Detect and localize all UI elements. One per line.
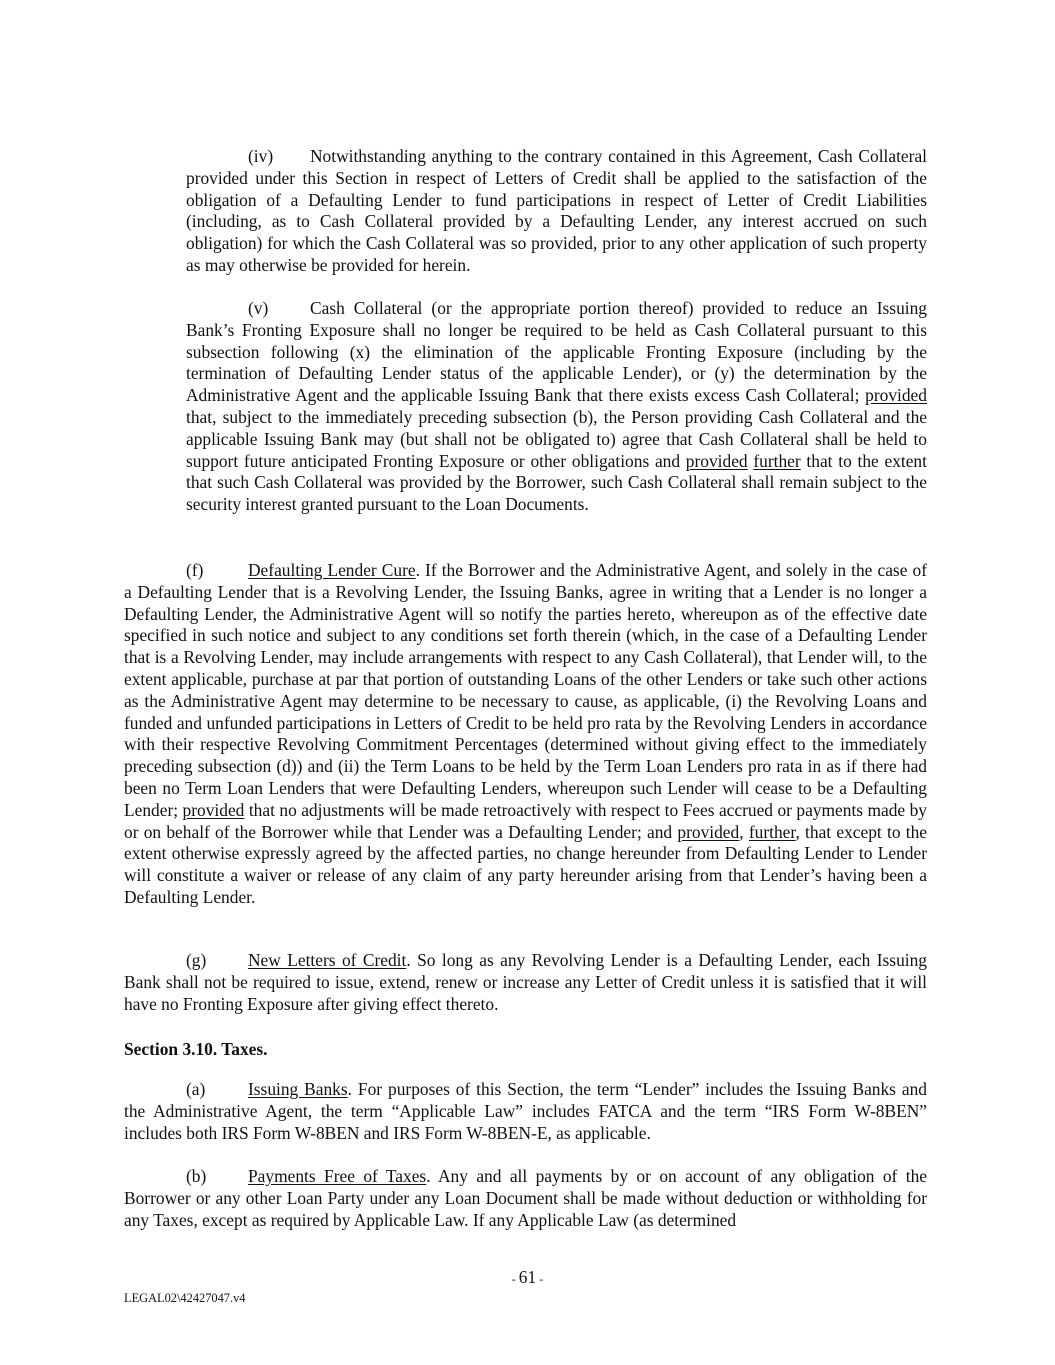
section-heading: Section 3.10. Taxes. [124,1039,268,1059]
paragraph-b [124,1166,927,1231]
paragraph-iv-label: (iv) [248,146,274,166]
paragraph-v-provided-1: provided [865,385,927,406]
page-number: - 61 - [511,1267,544,1287]
paragraph-f-text-2: that no adjustments will be made retroactively with respect to Fees accrued or payments made by or on behalf of the Borrower while that Lender was a Defaulting Lender; and [124,799,927,842]
paragraph-a-text: . For purposes of this Section, the term “Lender” includes the Issuing Banks and the Administrative Agent, the term “Applicable Law” includes FATCA and the term “IRS Form W-8BEN” includes both IRS Form W-8BEN and IRS Form W-8BEN-E, as applicable. [124,1079,927,1143]
paragraph-v-label: (v) [248,298,269,318]
paragraph-f-title: Defaulting Lender Cure [248,560,416,580]
paragraph-f [124,560,927,909]
paragraph-f-label: (f) [186,560,204,580]
paragraph-a-title: Issuing Banks [248,1079,348,1099]
paragraph-v-further: further [753,450,801,471]
paragraph-g-title: New Letters of Credit [248,950,407,970]
paragraph-f-sep: , [739,821,744,842]
paragraph-a-label: (a) [186,1079,206,1099]
paragraph-f-text-1: . If the Borrower and the Administrative Agent, and solely in the case of a Defaulting Lender that is a Revolving Lender, the Issuing Banks, agree in writing that a Lender is no longer a Defaulting Lender, the Administrative Agent will so notify the parties hereto, whereupon as of the effective date specified in such notice and subject to any conditions set forth therein (which, in the case of a Defaulting Lender that is a Revolving Lender, may include arrangements with respect to any Cash Collateral), that Lender will, to the extent applicable, purchase at par that portion of outstanding Loans of the other Lenders or take such other actions as the Administrative Agent may determine to be necessary to cause, as applicable, (i) the Revolving Loans and funded and unfunded participations in Letters of Credit to be held pro rata by the Revolving Lenders in accordance with their respective Revolving Commitment Percentages (determined without giving effect to the immediately preceding subsection (d)) and (ii) the Term Loans to be held by the Term Loan Lenders pro rata in as if there had been no Term Loan Lenders that were Defaulting Lenders, whereupon such Lender will cease to be a Defaulting Lender; [124,560,927,820]
paragraph-v-text-2: that, subject to the immediately preceding subsection (b), the Person providing Cash Collateral and the applicable Issuing Bank may (but shall not be obligated to) agree that Cash Collateral shall be held to support future anticipated Fronting Exposure or other obligations and [186,406,927,471]
paragraph-g [124,950,927,1015]
paragraph-g-label: (g) [186,950,207,970]
paragraph-iv [186,146,927,277]
paragraph-b-title: Payments Free of Taxes [248,1166,427,1186]
paragraph-v [186,298,927,516]
paragraph-f-provided-1: provided [182,799,245,820]
paragraph-v-text-3: that to the extent that such Cash Collateral was provided by the Borrower, such Cash Collateral shall remain subject to the security interest granted pursuant to the Loan Documents. [186,450,927,515]
paragraph-f-provided-2: provided [677,821,740,842]
paragraph-g-text: . So long as any Revolving Lender is a Defaulting Lender, each Issuing Bank shall not be required to issue, extend, renew or increase any Letter of Credit unless it is satisfied that it will have no Fronting Exposure after giving effect thereto. [124,950,927,1014]
document-id: LEGAL02\42427047.v4 [124,1291,246,1305]
paragraph-b-text: . Any and all payments by or on account of any obligation of the Borrower or any other Loan Party under any Loan Document shall be made without deduction or withholding for any Taxes, except as required by Applicable Law. If any Applicable Law (as determined [124,1166,927,1230]
paragraph-f-text-3: , that except to the extent otherwise expressly agreed by the affected parties, no change hereunder from Defaulting Lender to Lender will constitute a waiver or release of any claim of any party hereunder arising from that Lender’s having been a Defaulting Lender. [124,821,927,907]
paragraph-b-label: (b) [186,1166,207,1186]
paragraph-v-text-1: Cash Collateral (or the appropriate portion thereof) provided to reduce an Issuing Bank’s Fronting Exposure shall no longer be required to be held as Cash Collateral pursuant to this subsection following (x) the elimination of the applicable Fronting Exposure (including by the termination of Defaulting Lender status of the applicable Lender), or (y) the determination by the Administrative Agent and the applicable Issuing Bank that there exists excess Cash Collateral; [186,298,927,406]
paragraph-f-further: further [748,821,796,842]
paragraph-v-provided-2: provided [685,450,748,471]
page-number-value: 61 [518,1267,537,1287]
paragraph-a [124,1079,927,1144]
paragraph-iv-text: Notwithstanding anything to the contrary contained in this Agreement, Cash Collateral provided under this Section in respect of Letters of Credit shall be applied to the satisfaction of the obligation of a Defaulting Lender to fund participations in respect of Letter of Credit Liabilities (including, as to Cash Collateral provided by a Defaulting Lender, any interest accrued on such obligation) for which the Cash Collateral was so provided, prior to any other application of such property as may otherwise be provided for herein. [186,146,927,275]
